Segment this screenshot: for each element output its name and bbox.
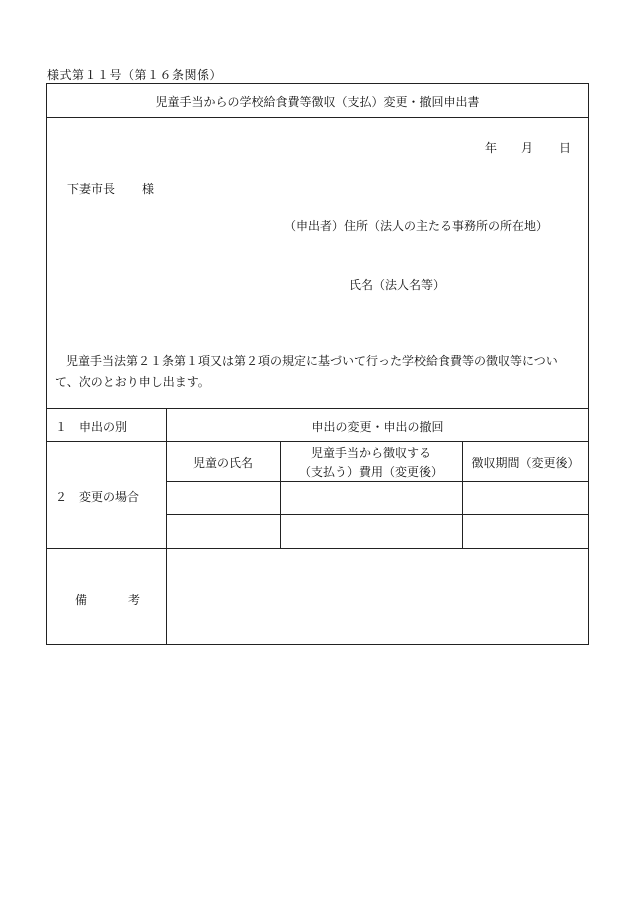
child-name-header: 児童の氏名 <box>192 456 253 470</box>
body-text-line1: 児童手当法第２１条第１項又は第２項の規定に基づいて行った学校給食費等の徴収等につい <box>66 354 558 368</box>
date-year: 年 <box>485 141 498 155</box>
remarks-char2: 考 <box>128 593 141 607</box>
remarks-char1: 備 <box>75 593 88 607</box>
date-day: 日 <box>559 141 572 155</box>
fee-header-line1: 児童手当から徴収する <box>310 446 431 460</box>
addressee-name: 下妻市長 <box>67 182 116 196</box>
body-text-line2: て、次のとおり申し出ます。 <box>55 375 210 389</box>
date-month: 月 <box>521 141 534 155</box>
request-type-label: １ 申出の別 <box>55 420 128 434</box>
change-row-divider <box>166 514 589 515</box>
change-header-divider <box>166 481 589 482</box>
row1-divider <box>46 441 589 442</box>
applicant-address-label: （申出者）住所（法人の主たる事務所の所在地） <box>284 219 549 233</box>
change-case-label: ２ 変更の場合 <box>55 490 140 504</box>
form-number: 様式第１１号（第１６条関係） <box>47 68 223 82</box>
label-column-divider <box>166 408 167 645</box>
fee-header-line2: （支払う）費用（変更後） <box>298 465 443 479</box>
remarks-divider <box>46 548 589 549</box>
request-type-value: 申出の変更・申出の撤回 <box>311 420 444 434</box>
body-divider <box>46 408 589 409</box>
period-header: 徴収期間（変更後） <box>471 456 580 470</box>
form-title: 児童手当からの学校給食費等徴収（支払）変更・撤回申出書 <box>155 95 480 109</box>
applicant-name-label: 氏名（法人名等） <box>349 278 446 292</box>
title-divider <box>46 117 589 118</box>
addressee-honorific: 様 <box>142 182 155 196</box>
